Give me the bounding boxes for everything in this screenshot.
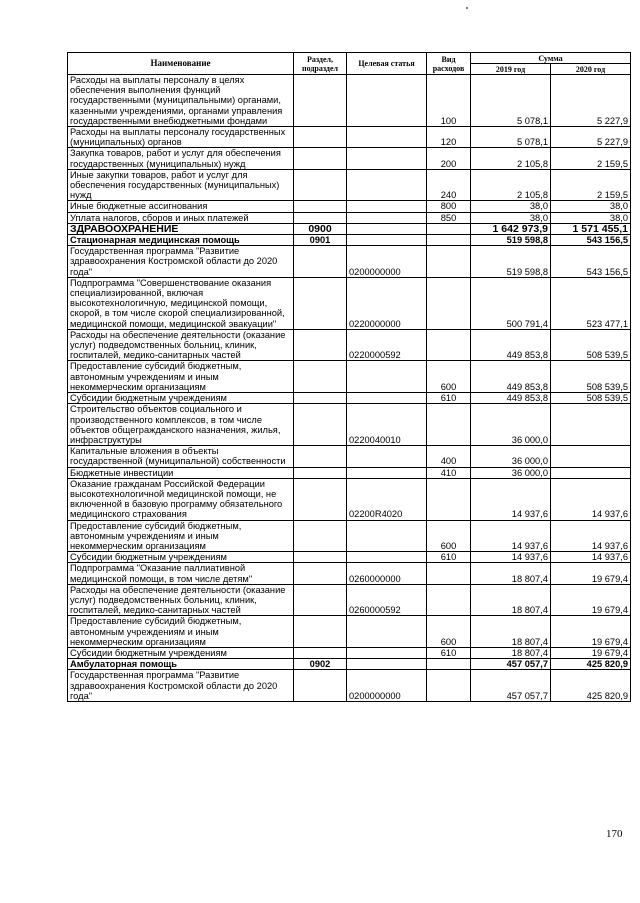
row-2020-cell: 19 679,4 (551, 616, 631, 648)
row-section-cell (294, 75, 347, 127)
row-name-cell: Уплата налогов, сборов и иных платежей (68, 212, 294, 223)
header-year-2020: 2020 год (551, 64, 631, 75)
row-type-cell: 800 (427, 201, 471, 212)
row-article-cell (347, 169, 427, 201)
table-row (68, 148, 631, 169)
row-article-cell (347, 127, 427, 148)
row-name-cell: Государственная программа "Развитие здравоохранения Костромской области до 2020 года" (68, 670, 294, 702)
row-article-cell (347, 647, 427, 658)
row-2019-cell: 18 807,4 (471, 584, 551, 616)
row-2019-cell: 5 078,1 (471, 75, 551, 127)
table-row (68, 277, 631, 329)
table-row (68, 467, 631, 478)
row-name-cell: Бюджетные инвестиции (68, 467, 294, 478)
row-2020-cell: 14 937,6 (551, 478, 631, 520)
row-name-cell: Иные бюджетные ассигнования (68, 201, 294, 212)
row-2020-cell: 5 227,9 (551, 127, 631, 148)
row-type-cell: 410 (427, 467, 471, 478)
row-type-cell: 400 (427, 446, 471, 467)
row-section-cell (294, 212, 347, 223)
row-2019-cell: 457 057,7 (471, 670, 551, 702)
row-2019-cell: 2 105,8 (471, 148, 551, 169)
row-article-cell (347, 212, 427, 223)
row-article-cell (347, 467, 427, 478)
row-name-cell: Предоставление субсидий бюджетным, автономным учреждениям и иным некоммерческим организациям (68, 520, 294, 552)
row-2019-cell: 18 807,4 (471, 616, 551, 648)
row-2020-cell: 508 539,5 (551, 393, 631, 404)
row-2020-cell: 2 159,5 (551, 148, 631, 169)
row-section-cell: 0901 (294, 235, 347, 246)
row-section-cell (294, 467, 347, 478)
row-name-cell: Стационарная медицинская помощь (68, 235, 294, 246)
row-article-cell (347, 75, 427, 127)
table-row (68, 404, 631, 446)
header-sum: Сумма (471, 53, 631, 64)
row-2020-cell: 543 156,5 (551, 246, 631, 278)
row-name-cell: Капитальные вложения в объекты государственной (муниципальной) собственности (68, 446, 294, 467)
row-type-cell: 610 (427, 647, 471, 658)
row-2019-cell: 449 853,8 (471, 393, 551, 404)
row-type-cell: 610 (427, 393, 471, 404)
row-section-cell: 0902 (294, 659, 347, 670)
row-2020-cell: 425 820,9 (551, 670, 631, 702)
row-article-cell: 0260000592 (347, 584, 427, 616)
row-2019-cell: 14 937,6 (471, 552, 551, 563)
row-section-cell (294, 169, 347, 201)
row-2020-cell: 38,0 (551, 201, 631, 212)
row-type-cell (427, 277, 471, 329)
row-2020-cell: 425 820,9 (551, 659, 631, 670)
row-article-cell: 0220000000 (347, 277, 427, 329)
table-row (68, 393, 631, 404)
row-2019-cell: 14 937,6 (471, 520, 551, 552)
row-section-cell (294, 201, 347, 212)
table-row (68, 563, 631, 584)
row-article-cell (347, 361, 427, 393)
row-article-cell (347, 446, 427, 467)
row-section-cell (294, 520, 347, 552)
row-section-cell (294, 148, 347, 169)
header-type: Вид расходов (427, 53, 471, 75)
row-type-cell (427, 329, 471, 361)
row-2019-cell: 1 642 973,9 (471, 223, 551, 234)
table-row (68, 616, 631, 648)
row-2020-cell (551, 446, 631, 467)
row-2020-cell: 14 937,6 (551, 520, 631, 552)
scan-speck (466, 7, 468, 9)
header-name: Наименование (68, 53, 294, 75)
header-section: Раздел, подраздел (294, 53, 347, 75)
row-2019-cell: 449 853,8 (471, 361, 551, 393)
row-section-cell (294, 478, 347, 520)
budget-table (67, 52, 631, 702)
header-year-2019: 2019 год (471, 64, 551, 75)
row-2019-cell: 14 937,6 (471, 478, 551, 520)
row-type-cell: 600 (427, 616, 471, 648)
table-row (68, 446, 631, 467)
row-name-cell: Предоставление субсидий бюджетным, автономным учреждениям и иным некоммерческим организациям (68, 361, 294, 393)
table-body (68, 75, 631, 702)
row-name-cell: Расходы на обеспечение деятельности (оказание услуг) подведомственных больниц, клиник, госпиталей, медико-санитарных частей (68, 329, 294, 361)
row-type-cell: 200 (427, 148, 471, 169)
table-row (68, 212, 631, 223)
row-type-cell: 100 (427, 75, 471, 127)
table-row (68, 201, 631, 212)
table-row (68, 169, 631, 201)
row-type-cell: 610 (427, 552, 471, 563)
row-article-cell (347, 148, 427, 169)
row-section-cell (294, 404, 347, 446)
row-type-cell (427, 223, 471, 234)
row-name-cell: Субсидии бюджетным учреждениям (68, 393, 294, 404)
row-article-cell: 02200R4020 (347, 478, 427, 520)
row-section-cell (294, 670, 347, 702)
row-section-cell (294, 393, 347, 404)
row-article-cell (347, 393, 427, 404)
row-section-cell (294, 361, 347, 393)
row-2020-cell: 5 227,9 (551, 75, 631, 127)
row-2020-cell: 543 156,5 (551, 235, 631, 246)
row-type-cell (427, 246, 471, 278)
table-row (68, 329, 631, 361)
table-row (68, 235, 631, 246)
row-2019-cell: 38,0 (471, 212, 551, 223)
row-2020-cell: 523 477,1 (551, 277, 631, 329)
table-row (68, 647, 631, 658)
row-2020-cell: 19 679,4 (551, 647, 631, 658)
row-type-cell: 600 (427, 520, 471, 552)
row-section-cell (294, 647, 347, 658)
row-2019-cell: 36 000,0 (471, 404, 551, 446)
row-article-cell: 0220000592 (347, 329, 427, 361)
row-name-cell: Государственная программа "Развитие здравоохранения Костромской области до 2020 года" (68, 246, 294, 278)
row-name-cell: Оказание гражданам Российской Федерации высокотехнологичной медицинской помощи, не включенной в базовую программу обязательного медицинского страхования (68, 478, 294, 520)
table-row (68, 361, 631, 393)
table-row (68, 659, 631, 670)
row-article-cell: 0260000000 (347, 563, 427, 584)
row-2020-cell: 38,0 (551, 212, 631, 223)
row-2019-cell: 449 853,8 (471, 329, 551, 361)
row-type-cell: 850 (427, 212, 471, 223)
row-name-cell: Расходы на обеспечение деятельности (оказание услуг) подведомственных больниц, клиник, госпиталей, медико-санитарных частей (68, 584, 294, 616)
table-row (68, 584, 631, 616)
row-name-cell: Расходы на выплаты персоналу государственных (муниципальных) органов (68, 127, 294, 148)
row-type-cell (427, 659, 471, 670)
row-name-cell: Амбулаторная помощь (68, 659, 294, 670)
row-article-cell: 0200000000 (347, 246, 427, 278)
row-2019-cell: 457 057,7 (471, 659, 551, 670)
row-2020-cell: 508 539,5 (551, 329, 631, 361)
row-type-cell: 600 (427, 361, 471, 393)
row-name-cell: Расходы на выплаты персоналу в целях обеспечения выполнения функций государственными (муниципальными) органами, казенными учреждениями, органами управления государственными внебюджетными фондами (68, 75, 294, 127)
header-article: Целевая статья (347, 53, 427, 75)
row-name-cell: Иные закупки товаров, работ и услуг для обеспечения государственных (муниципальных) нужд (68, 169, 294, 201)
row-section-cell (294, 584, 347, 616)
row-article-cell (347, 616, 427, 648)
table-row (68, 670, 631, 702)
row-2019-cell: 18 807,4 (471, 563, 551, 584)
row-section-cell (294, 446, 347, 467)
row-section-cell (294, 277, 347, 329)
row-section-cell: 0900 (294, 223, 347, 234)
row-name-cell: Закупка товаров, работ и услуг для обеспечения государственных (муниципальных) нужд (68, 148, 294, 169)
row-2019-cell: 519 598,8 (471, 246, 551, 278)
row-article-cell (347, 520, 427, 552)
row-2019-cell: 36 000,0 (471, 446, 551, 467)
row-name-cell: Подпрограмма "Оказание паллиативной медицинской помощи, в том числе детям" (68, 563, 294, 584)
row-type-cell (427, 670, 471, 702)
row-article-cell: 0220040010 (347, 404, 427, 446)
row-article-cell (347, 235, 427, 246)
row-article-cell (347, 659, 427, 670)
row-section-cell (294, 552, 347, 563)
row-section-cell (294, 127, 347, 148)
row-name-cell: Субсидии бюджетным учреждениям (68, 552, 294, 563)
table-row (68, 552, 631, 563)
table-row (68, 520, 631, 552)
table-row (68, 75, 631, 127)
row-2020-cell (551, 467, 631, 478)
table-header (68, 53, 631, 75)
row-type-cell (427, 584, 471, 616)
row-type-cell (427, 235, 471, 246)
row-article-cell (347, 223, 427, 234)
row-2020-cell: 508 539,5 (551, 361, 631, 393)
row-type-cell (427, 563, 471, 584)
row-name-cell: Строительство объектов социального и производственного комплексов, в том числе объектов общегражданского назначения, жилья, инфраструктуры (68, 404, 294, 446)
row-2019-cell: 5 078,1 (471, 127, 551, 148)
row-name-cell: Предоставление субсидий бюджетным, автономным учреждениям и иным некоммерческим организациям (68, 616, 294, 648)
row-2020-cell: 14 937,6 (551, 552, 631, 563)
row-article-cell: 0200000000 (347, 670, 427, 702)
row-2020-cell: 2 159,5 (551, 169, 631, 201)
row-2019-cell: 38,0 (471, 201, 551, 212)
row-section-cell (294, 616, 347, 648)
table-row (68, 127, 631, 148)
row-2020-cell: 19 679,4 (551, 584, 631, 616)
row-section-cell (294, 329, 347, 361)
page-number: 170 (606, 828, 623, 840)
row-2019-cell: 500 791,4 (471, 277, 551, 329)
row-section-cell (294, 246, 347, 278)
row-section-cell (294, 563, 347, 584)
row-2019-cell: 2 105,8 (471, 169, 551, 201)
table-row (68, 478, 631, 520)
row-2019-cell: 18 807,4 (471, 647, 551, 658)
row-2019-cell: 36 000,0 (471, 467, 551, 478)
row-name-cell: Подпрограмма "Совершенствование оказания специализированной, включая высокотехнологичную, медицинской помощи, скорой, в том числе скорой специализированной, медицинской помощи, медицинской эвакуации" (68, 277, 294, 329)
row-2020-cell (551, 404, 631, 446)
row-type-cell (427, 478, 471, 520)
row-article-cell (347, 552, 427, 563)
row-article-cell (347, 201, 427, 212)
table-row (68, 246, 631, 278)
row-name-cell: Субсидии бюджетным учреждениям (68, 647, 294, 658)
row-type-cell: 120 (427, 127, 471, 148)
table-row (68, 223, 631, 234)
row-2020-cell: 19 679,4 (551, 563, 631, 584)
row-type-cell (427, 404, 471, 446)
row-2019-cell: 519 598,8 (471, 235, 551, 246)
row-2020-cell: 1 571 455,1 (551, 223, 631, 234)
row-name-cell: ЗДРАВООХРАНЕНИЕ (68, 223, 294, 234)
row-type-cell: 240 (427, 169, 471, 201)
